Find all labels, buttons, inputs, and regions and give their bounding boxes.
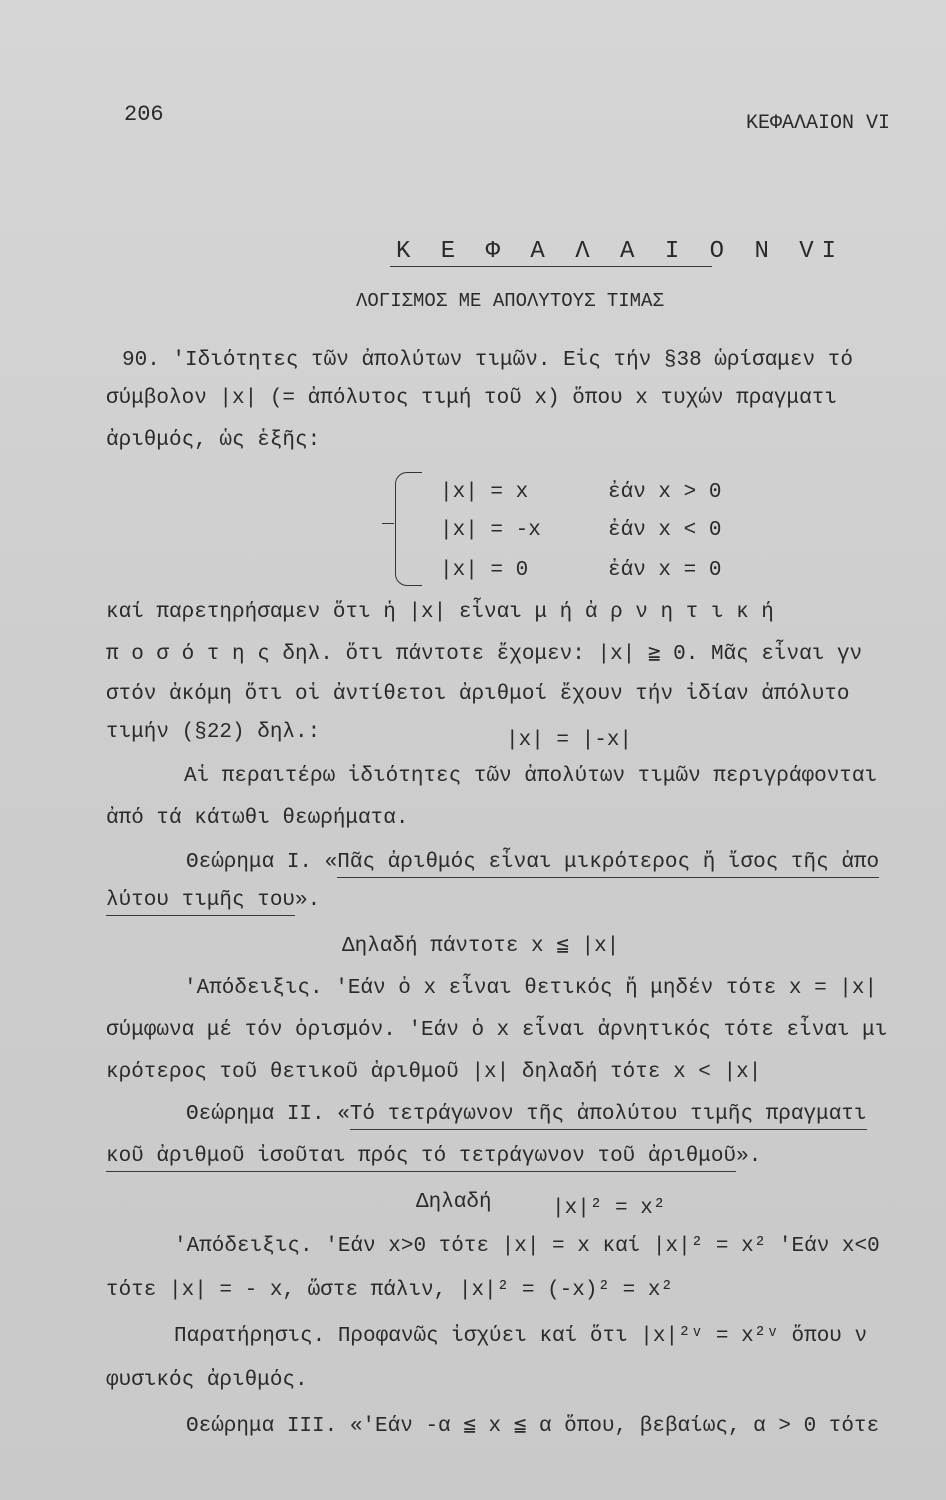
page-number: 206 <box>124 102 164 127</box>
theorem-1-statement-a: Πᾶς ἀριθμός εἶναι μικρότερος ἤ ἴσος τῆς ἀπο <box>337 851 879 878</box>
proof-1-line-3: κρότερος τοῦ θετικοῦ ἀριθμοῦ |x| δηλαδή τότε x < |x| <box>106 1061 762 1084</box>
theorem-1-line-1 <box>186 852 879 873</box>
case-brace <box>395 472 422 586</box>
theorem-2-line-2 <box>106 1146 761 1167</box>
case-3-lhs: |x| = 0 <box>440 559 529 582</box>
text-line-3: ἀριθμός, ὡς ἑξῆς: <box>106 429 321 452</box>
text-line-5: π ο σ ό τ η ς δηλ. ὅτι πάντοτε ἔχομεν: |x| ≧ 0. Μᾶς εἶναι γν <box>106 643 863 666</box>
chapter-subtitle: ΛΟΓΙΣΜΟΣ ΜΕ ΑΠΟΛΥΤΟΥΣ ΤΙΜΑΣ <box>356 290 664 312</box>
chapter-title: Κ Ε Φ Α Λ Α Ι Ο Ν VI <box>396 238 845 265</box>
theorem-1-statement-b: λύτου τιμῆς του <box>106 889 295 916</box>
case-3-rhs: ἐάν x = 0 <box>608 559 722 582</box>
text-line-9: ἀπό τά κάτωθι θεωρήματα. <box>106 807 409 830</box>
theorem-2-line-1 <box>186 1104 867 1125</box>
theorem-3-line-1: Θεώρημα ΙΙΙ. «'Εάν -α ≦ x ≦ α ὅπου, βεβαίως, α > 0 τότε <box>186 1415 880 1438</box>
case-2-rhs: ἐάν x < 0 <box>608 519 722 542</box>
case-2-lhs: |x| = -x <box>440 519 541 542</box>
remark-line-2: φυσικός ἀριθμός. <box>106 1369 308 1392</box>
proof-1-line-2: σύμφωνα μέ τόν ὁρισμόν. 'Εάν ὁ x εἶναι ἀρνητικός τότε εἶναι μι <box>106 1019 888 1042</box>
chapter-title-rule <box>390 266 712 267</box>
text-line-1: 90. 'Ιδιότητες τῶν ἀπολύτων τιμῶν. Εἰς τήν §38 ὡρίσαμεν τό <box>122 349 853 372</box>
proof-2-line-2: τότε |x| = - x, ὥστε πάλιν, |x|² = (-x)² = x² <box>106 1279 674 1302</box>
theorem-2-statement-a: Τό τετράγωνον τῆς ἀπολύτου τιμῆς πραγματι <box>350 1103 867 1130</box>
theorem-1-formula: Δηλαδή πάντοτε x ≦ |x| <box>342 935 620 958</box>
theorem-1-label: Θεώρημα Ι. « <box>186 851 338 874</box>
proof-2-line-1: 'Απόδειξις. 'Εάν x>0 τότε |x| = x καί |x|² = x² 'Εάν x<0 <box>174 1235 880 1258</box>
case-1-lhs: |x| = x <box>440 481 529 504</box>
proof-1-line-1: 'Απόδειξις. 'Εάν ὁ x εἶναι θετικός ἤ μηδέν τότε x = |x| <box>184 977 878 1000</box>
text-line-8: Αἱ περαιτέρω ἰδιότητες τῶν ἀπολύτων τιμῶν περιγράφονται <box>184 765 878 788</box>
text-line-6: στόν ἀκόμη ὅτι οἱ ἀντίθετοι ἀριθμοί ἔχουν τήν ἰδίαν ἀπόλυτο <box>106 683 850 706</box>
remark-line-1: Παρατήρησις. Προφανῶς ἰσχύει καί ὅτι |x|²ᵛ = x²ᵛ ὅπου ν <box>174 1325 868 1348</box>
running-header: ΚΕΦΑΛΑΙΟΝ VI <box>746 112 891 135</box>
theorem-2-close-quote: ». <box>736 1145 762 1168</box>
theorem-1-close-quote: ». <box>295 889 321 912</box>
text-line-7a: τιμήν (§22) δηλ.: <box>106 721 321 744</box>
text-line-2: σύμβολον |x| (= ἀπόλυτος τιμή τοῦ x) ὅπου x τυχών πραγματι <box>106 387 837 410</box>
text-line-7b: |x| = |-x| <box>506 729 633 752</box>
text-line-4: καί παρετηρήσαμεν ὅτι ἡ |x| εἶναι μ ή ἀ ρ ν η τ ι κ ή <box>106 601 774 624</box>
theorem-2-formula-label: Δηλαδή <box>416 1191 492 1214</box>
theorem-1-line-2 <box>106 890 320 911</box>
theorem-2-formula: |x|² = x² <box>552 1197 666 1220</box>
theorem-2-label: Θεώρημα ΙΙ. « <box>186 1103 350 1126</box>
theorem-2-statement-b: κοῦ ἀριθμοῦ ἰσοῦται πρός τό τετράγωνον τοῦ ἀριθμοῦ <box>106 1145 736 1172</box>
case-1-rhs: ἐάν x > 0 <box>608 481 722 504</box>
